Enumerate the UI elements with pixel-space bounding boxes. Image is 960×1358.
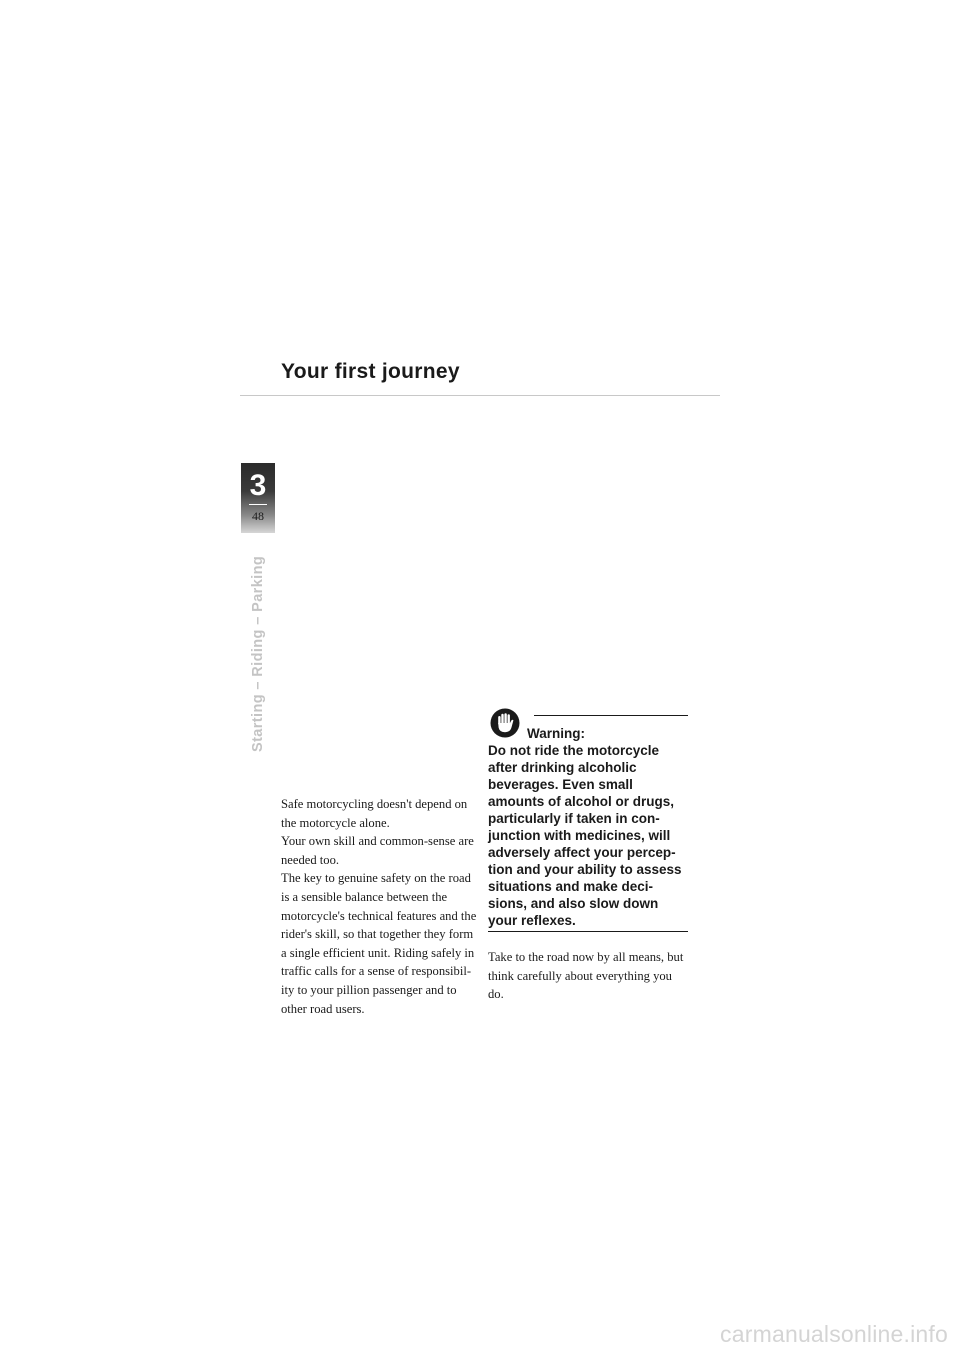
body-line: ity to your pillion passenger and to [281,982,457,997]
title-divider [240,395,720,396]
body-line: a single efficient unit. Riding safely in [281,945,475,960]
body-line: rider's skill, so that together they form [281,927,474,942]
body-line: needed too. [281,852,340,867]
chapter-tab [241,463,275,533]
body-line: The key to genuine safety on the road [281,871,471,886]
stop-hand-icon [490,708,520,738]
body-line: traffic calls for a sense of responsibil- [281,964,472,979]
chapter-divider [249,504,267,505]
warning-line: amounts of alcohol or drugs, [488,794,675,809]
body-line: Safe motorcycling doesn't depend on [281,797,468,811]
chapter-side-label: Starting – Riding – Parking [250,555,266,752]
warning-line: your reflexes. [488,913,576,928]
chapter-number: 3 [249,469,267,502]
body-line: Your own skill and common-sense are [281,834,474,849]
warning-line: junction with medicines, will [488,828,671,843]
body-line: motorcycle's technical features and the [281,908,477,923]
body-line: is a sensible balance between the [281,889,448,904]
page-number: 48 [252,509,264,523]
warning-line: after drinking alcoholic [488,760,637,775]
warning-top-rule [534,715,688,716]
body-line: the motorcycle alone. [281,815,390,830]
warning-bottom-rule [488,931,688,932]
closing-line: think carefully about everything you [488,968,672,983]
warning-line: particularly if taken in con- [488,811,660,826]
warning-line: situations and make deci- [488,879,654,894]
warning-label: Warning: [527,726,585,741]
warning-line: tion and your ability to assess [488,862,682,877]
closing-text [488,948,693,1004]
closing-line: Take to the road now by all means, but [488,950,684,964]
body-text [281,795,493,1018]
warning-line: sions, and also slow down [488,896,659,911]
watermark-link[interactable]: carmanualsonline.info [720,1321,948,1347]
warning-text [488,742,688,929]
warning-line: beverages. Even small [488,777,633,792]
warning-line: adversely affect your percep- [488,845,676,860]
page-title: Your first journey [281,360,460,383]
closing-line: do. [488,987,504,1002]
body-line: other road users. [281,1001,365,1016]
warning-line: Do not ride the motorcycle [488,743,660,758]
